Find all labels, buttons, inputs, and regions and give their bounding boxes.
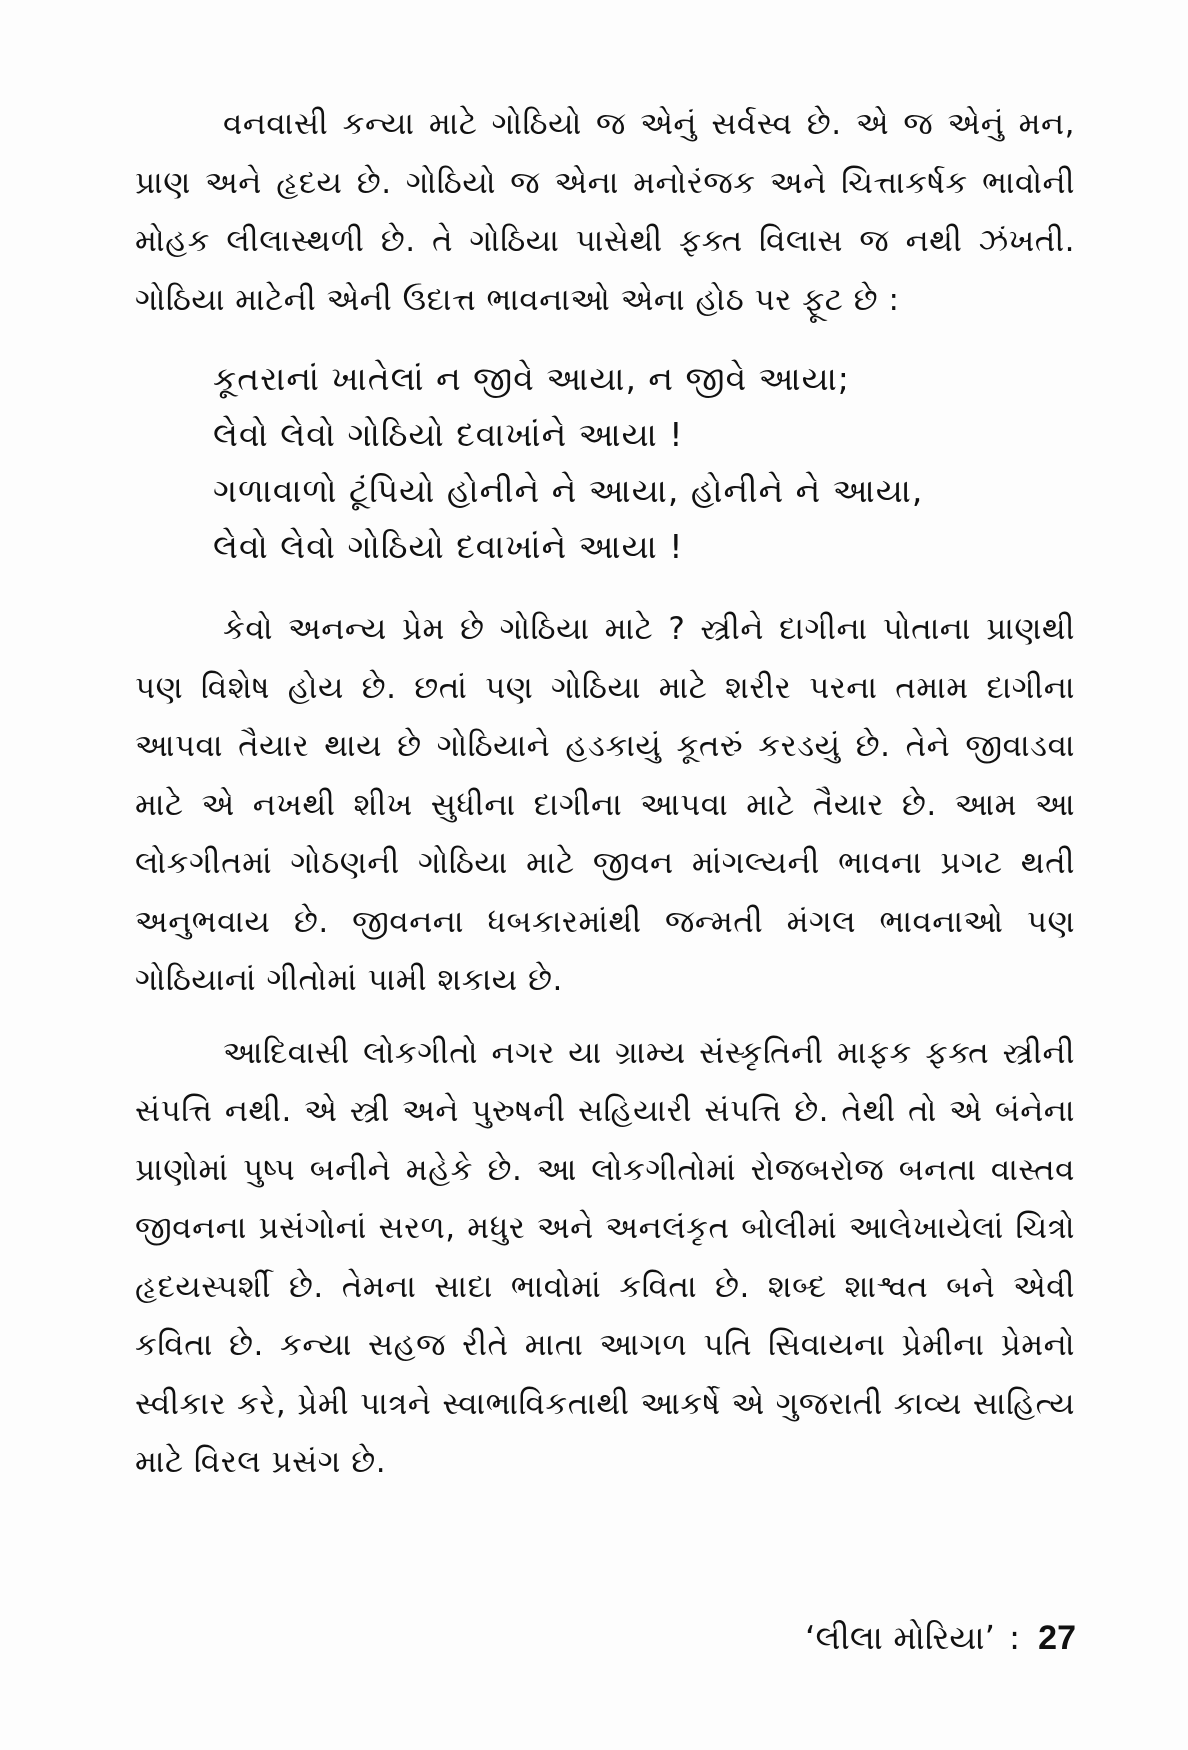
footer-separator: : [1009,1618,1021,1657]
page-number: 27 [1038,1619,1076,1657]
verse-line-4: લેવો લેવો ગોઠિયો દવાખાંને આયા ! [213,527,684,566]
page-footer [805,1618,1076,1658]
paragraph-2: કેવો અનન્ય પ્રેમ છે ગોઠિયા માટે ? સ્ત્રીને દાગીના પોતાના પ્રાણથી પણ વિશેષ હોય છે. છતાં પણ ગોઠિયા માટે શરીર પરના તમામ દાગીના આપવા તૈયાર થાય છે ગોઠિયાને હડકાયું કૂતરું કરડયું છે. તેને જીવાડવા માટે એ નખથી શીખ સુધીના દાગીના આપવા માટે તૈયાર છે. આમ આ લોકગીતમાં ગોઠણની ગોઠિયા માટે જીવન માંગલ્યની ભાવના પ્રગટ થતી અનુભવાય છે. જીવનના ધબકારમાંથી જન્મતી મંગલ ભાવનાઓ પણ ગોઠિયાનાં ગીતોમાં પામી શકાય છે. [135,611,1075,998]
running-title: ‘લીલા મોરિયા’ [804,1618,996,1657]
page-body [135,95,1075,1492]
folk-song-verse [213,351,1075,575]
verse-line-1: કૂતરાનાં ખાતેલાં ન જીવે આયા, ન જીવે આયા; [213,359,850,398]
paragraph-3: આદિવાસી લોકગીતો નગર યા ગ્રામ્ય સંસ્કૃતિની માફક ફક્ત સ્ત્રીની સંપત્તિ નથી. એ સ્ત્રી અને પુરુષની સહિયારી સંપત્તિ છે. તેથી તો એ બંનેના પ્રાણોમાં પુષ્પ બનીને મહેકે છે. આ લોકગીતોમાં રોજબરોજ બનતા વાસ્તવ જીવનના પ્રસંગોનાં સરળ, મધુર અને અનલંકૃત બોલીમાં આલેખાયેલાં ચિત્રો હૃદયસ્પર્શી છે. તેમના સાદા ભાવોમાં કવિતા છે. શબ્દ શાશ્વત બને એવી કવિતા છે. કન્યા સહજ રીતે માતા આગળ પતિ સિવાયના પ્રેમીના પ્રેમનો સ્વીકાર કરે, પ્રેમી પાત્રને સ્વાભાવિકતાથી આકર્ષે એ ગુજરાતી કાવ્ય સાહિત્ય માટે વિરલ પ્રસંગ છે. [135,1034,1075,1480]
paragraph-1: વનવાસી કન્યા માટે ગોઠિયો જ એનું સર્વસ્વ છે. એ જ એનું મન, પ્રાણ અને હૃદય છે. ગોઠિયો જ એના મનોરંજક અને ચિત્તાકર્ષક ભાવોની મોહક લીલાસ્થળી છે. તે ગોઠિયા પાસેથી ફક્ત વિલાસ જ નથી ઝંખતી. ગોઠિયા માટેની એની ઉદાત્ત ભાવનાઓ એના હોઠ પર ફૂટ છે : [135,106,1075,318]
verse-line-2: લેવો લેવો ગોઠિયો દવાખાંને આયા ! [213,415,684,454]
verse-line-3: ગળાવાળો ટૂંપિયો હોનીને ને આયા, હોનીને ને આયા, [213,471,924,510]
